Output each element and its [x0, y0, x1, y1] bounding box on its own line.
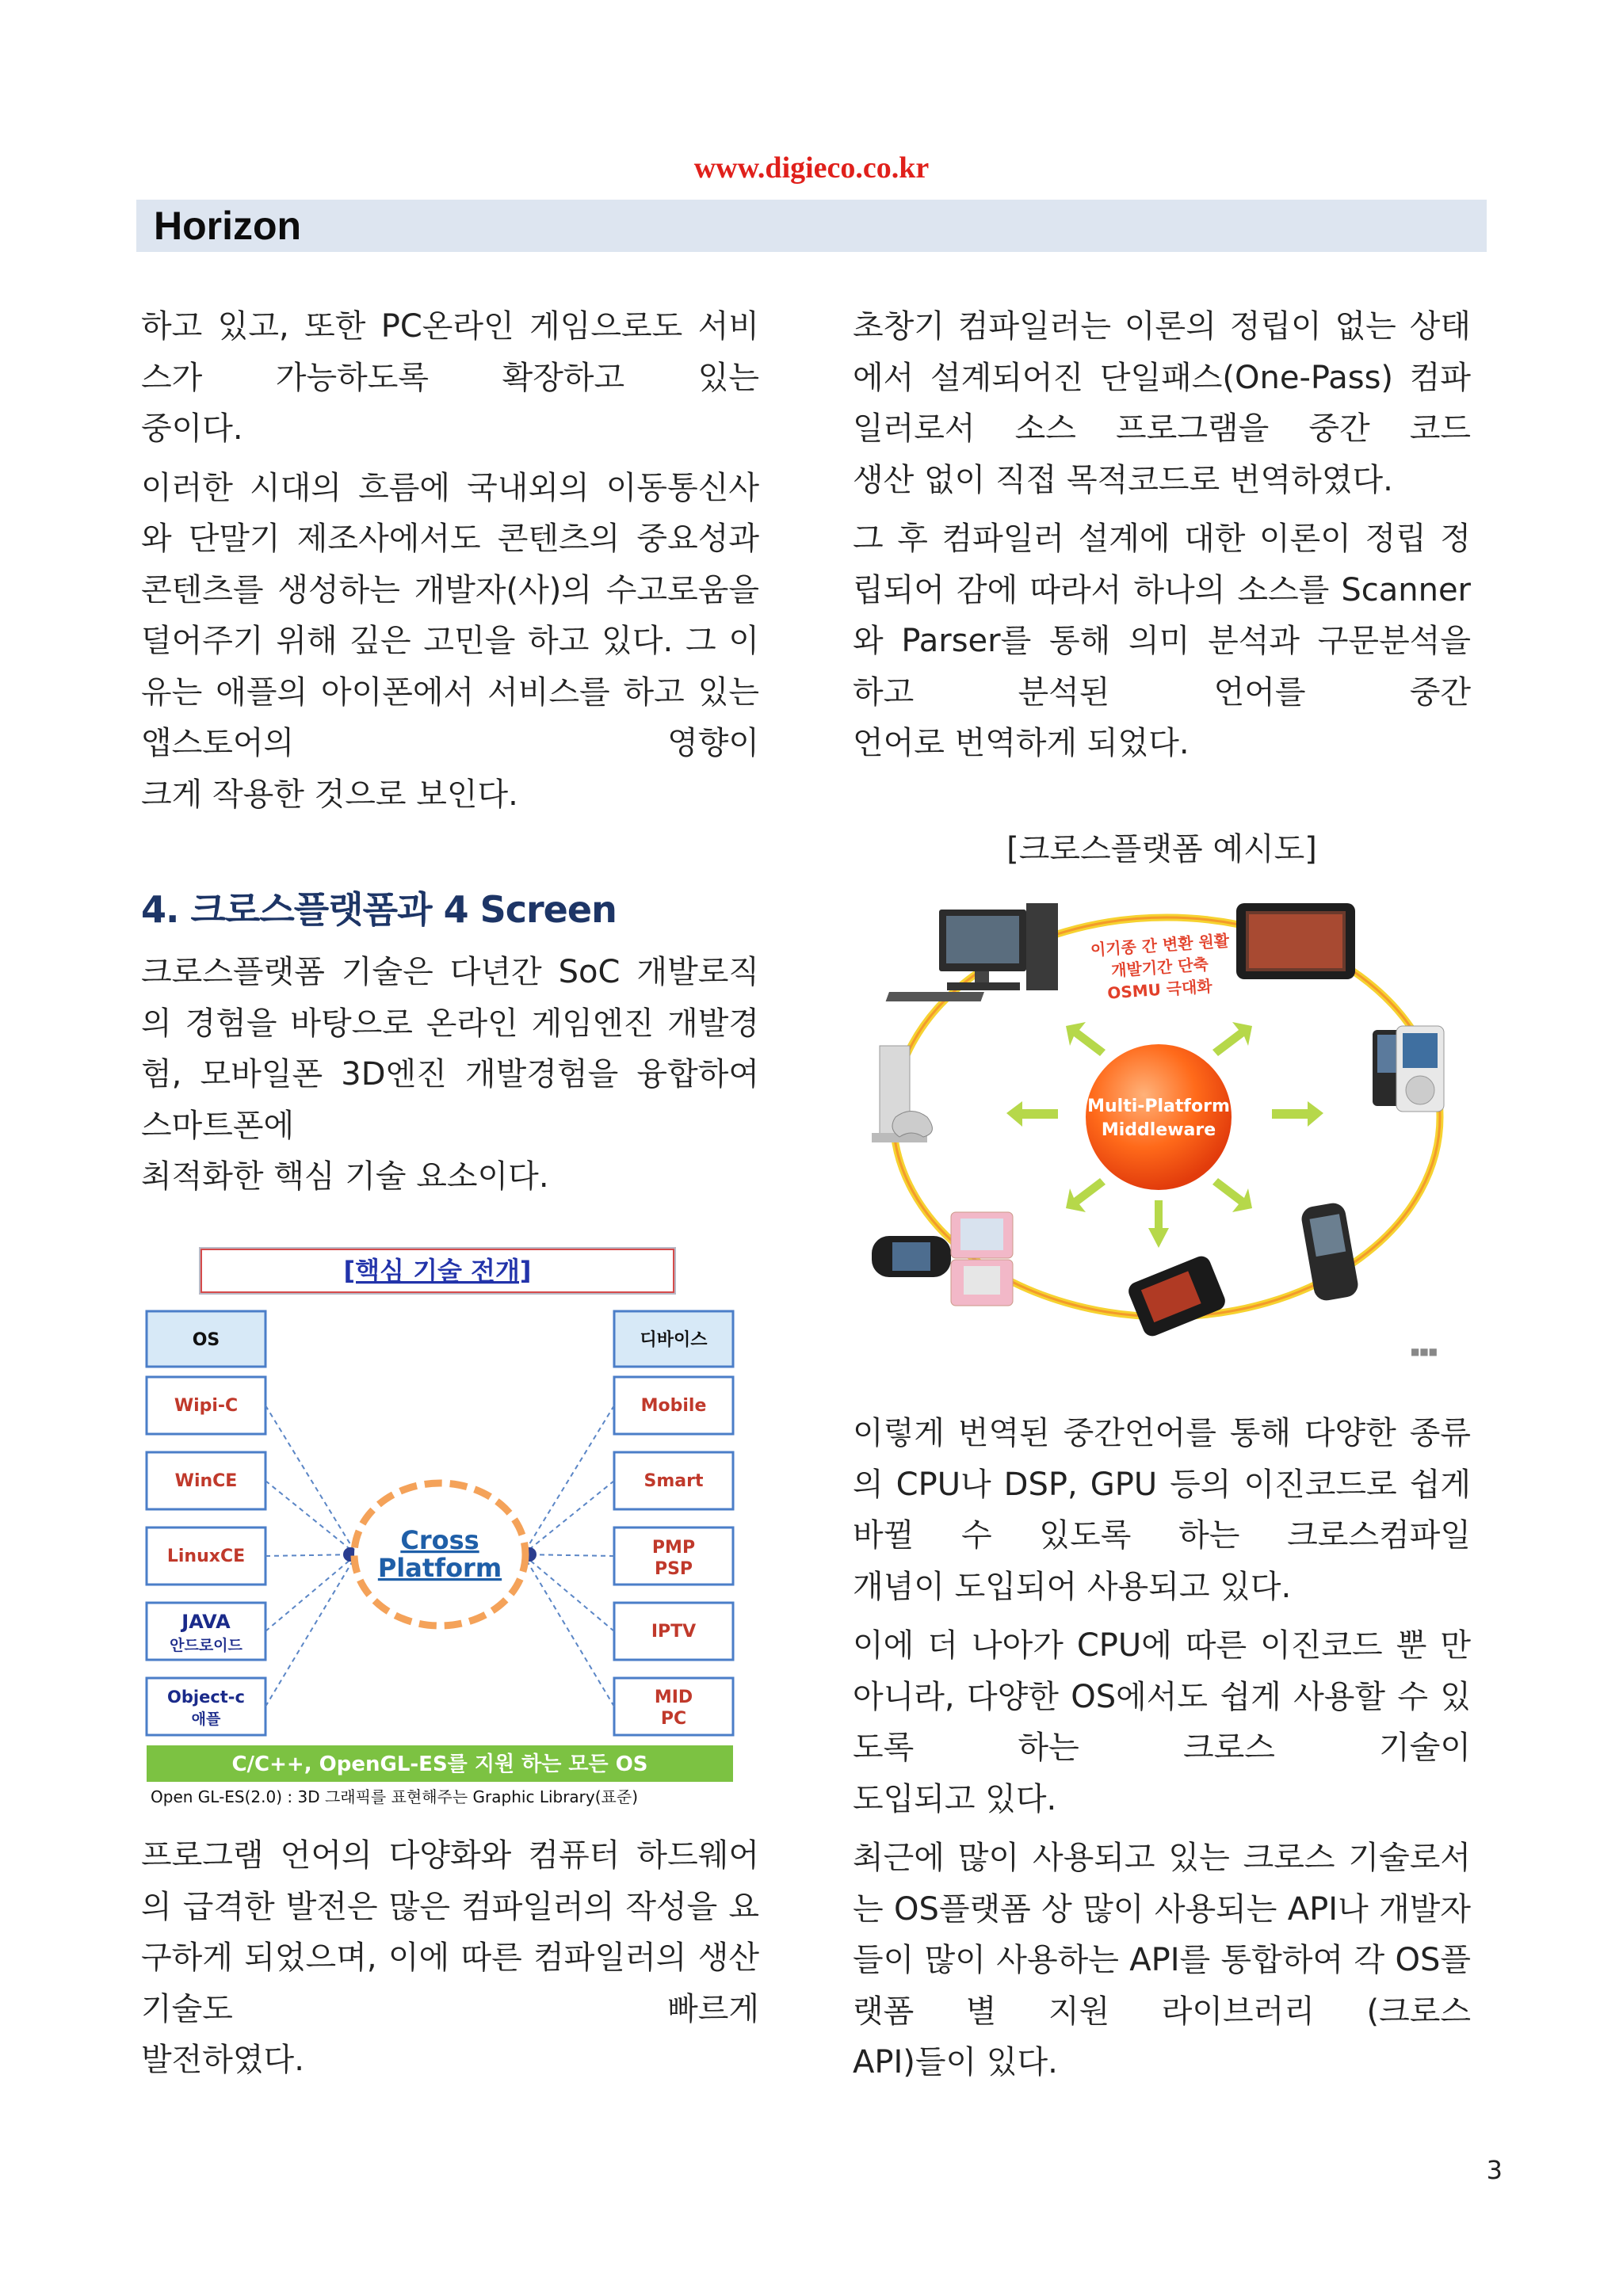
- benefit-banner: [1090, 931, 1230, 1003]
- paragraph: 이러한 시대의 흐름에 국내외의 이동통신사와 단말기 제조사에서도 콘텐츠의 중요성과 콘텐츠를 생성하는 개발자(사)의 수고로움을 덜어주기 위해 깊은 고민을 하고 있다. 그 이유는 애플의 아이폰에서 서비스를 하고 있는 앱스토어의 영향이 크게 작용한 것으로 보인다.: [141, 469, 759, 813]
- os-item: Wipi-C: [174, 1396, 239, 1416]
- os-item: Object-c: [167, 1688, 245, 1707]
- console-icon: [872, 1046, 932, 1142]
- device-item: Smart: [643, 1471, 704, 1491]
- middleware-label: Middleware: [1101, 1120, 1216, 1140]
- figure-caption: [크로스플랫폼 예시도]: [1006, 831, 1317, 868]
- paragraph: 이렇게 번역된 중간언어를 통해 다양한 종류의 CPU나 DSP, GPU 등의 이진코드로 쉽게 바뀔 수 있도록 하는 크로스컴파일 개념이 도입되어 사용되고 있다.: [853, 1415, 1471, 1605]
- section-heading: 4. 크로스플랫폼과 4 Screen: [141, 888, 617, 931]
- arrow-icon: [1148, 1200, 1169, 1248]
- site-url[interactable]: www.digieco.co.kr: [693, 151, 930, 185]
- arrow-icon: [1066, 1178, 1106, 1212]
- cross-platform-illustration: [864, 887, 1482, 1371]
- device-header: 디바이스: [640, 1330, 708, 1350]
- page-number: 3: [1486, 2155, 1503, 2185]
- os-item: JAVA: [181, 1611, 231, 1633]
- os-list: [147, 1377, 265, 1735]
- nintendo-ds-icon: [951, 1212, 1013, 1306]
- os-item: LinuxCE: [166, 1547, 246, 1566]
- pmp-icon: [1236, 903, 1355, 979]
- paragraph: 프로그램 언어의 다양화와 컴퓨터 하드웨어의 급격한 발전은 많은 컴파일러의 작성을 요구하게 되었으며, 이에 따른 컴파일러의 생산기술도 빠르게 발전하였다.: [141, 1837, 759, 2078]
- support-bar-text: C/C++, OpenGL-ES를 지원 하는 모든 OS: [231, 1753, 648, 1776]
- arrow-icon: [1006, 1101, 1058, 1127]
- device-item: Mobile: [640, 1396, 707, 1416]
- left-column: [141, 301, 759, 828]
- svg-text:개발기간 단축: 개발기간 단축: [1110, 954, 1209, 981]
- pc-icon: [886, 903, 1058, 1001]
- paragraph: 크로스플랫폼 기술은 다년간 SoC 개발로직의 경험을 바탕으로 온라인 게임엔진 개발경험, 모바일폰 3D엔진 개발경험을 융합하여 스마트폰에 최적화한 핵심 기술 요소이다.: [141, 954, 759, 1195]
- diagram-title: [핵심 기술 전개]: [343, 1256, 532, 1286]
- os-item-sub: 안드로이드: [170, 1637, 242, 1654]
- svg-text:이기종 간 변환 원활: 이기종 간 변환 원활: [1090, 930, 1230, 960]
- psp-icon: [872, 1236, 951, 1277]
- right-column-bottom: [853, 1408, 1471, 2096]
- os-item: WinCE: [174, 1471, 238, 1491]
- arrow-icon: [1066, 1022, 1106, 1056]
- paragraph: 최근에 많이 사용되고 있는 크로스 기술로서는 OS플랫폼 상 많이 사용되는 API나 개발자들이 많이 사용하는 API를 통합하여 각 OS플랫폼 별 지원 라이브러리 (크로스 API)들이 있다.: [853, 1840, 1471, 2081]
- svg-text:OSMU 극대화: OSMU 극대화: [1106, 976, 1213, 1003]
- device-item: IPTV: [651, 1622, 697, 1642]
- os-item-sub: 애플: [191, 1711, 221, 1728]
- center-label: Platform: [377, 1553, 502, 1583]
- arrow-icon: [1272, 1101, 1323, 1127]
- left-column-bottom: [141, 1830, 759, 2094]
- paragraph: 하고 있고, 또한 PC온라인 게임으로도 서비스가 가능하도록 확장하고 있는 중이다.: [141, 308, 759, 447]
- middleware-label: Multi-Platform: [1087, 1097, 1230, 1116]
- core-tech-diagram: [143, 1240, 745, 1810]
- device-item-sub: PC: [660, 1709, 687, 1729]
- right-column: [853, 301, 1471, 777]
- header-bar: [136, 200, 1487, 252]
- paragraph: 그 후 컴파일러 설계에 대한 이론이 정립 정립되어 감에 따라서 하나의 소스를 Scanner와 Parser를 통해 의미 분석과 구문분석을 하고 분석된 언어를 중간 언어로 번역하게 되었다.: [853, 521, 1471, 761]
- paragraph: 이에 더 나아가 CPU에 따른 이진코드 뿐 만 아니라, 다양한 OS에서도 쉽게 사용할 수 있도록 하는 크로스 기술이 도입되고 있다.: [853, 1627, 1471, 1817]
- arrow-icon: [1212, 1178, 1252, 1212]
- gaming-handheld-icon: [1126, 1253, 1228, 1339]
- mp3-player-icon: [1373, 1026, 1444, 1112]
- arrow-icon: [1212, 1022, 1252, 1056]
- small-tag: ■■■: [1411, 1346, 1438, 1357]
- device-list: [614, 1377, 733, 1735]
- middleware-sphere: [1086, 1044, 1232, 1190]
- center-label: Cross: [400, 1525, 479, 1555]
- magazine-title: Horizon: [154, 204, 302, 248]
- device-item: PMP: [651, 1538, 696, 1558]
- device-item-sub: PSP: [654, 1559, 693, 1579]
- device-item: MID: [654, 1688, 693, 1707]
- left-column-section: [141, 947, 759, 1211]
- paragraph: 초창기 컴파일러는 이론의 정립이 없는 상태에서 설계되어진 단일패스(One-Pass) 컴파일러로서 소스 프로그램을 중간 코드 생산 없이 직접 목적코드로 번역하였다.: [853, 308, 1471, 498]
- diagram-footnote: Open GL-ES(2.0) : 3D 그래픽를 표현해주는 Graphic Library(표준): [151, 1787, 638, 1806]
- os-header: OS: [192, 1330, 220, 1350]
